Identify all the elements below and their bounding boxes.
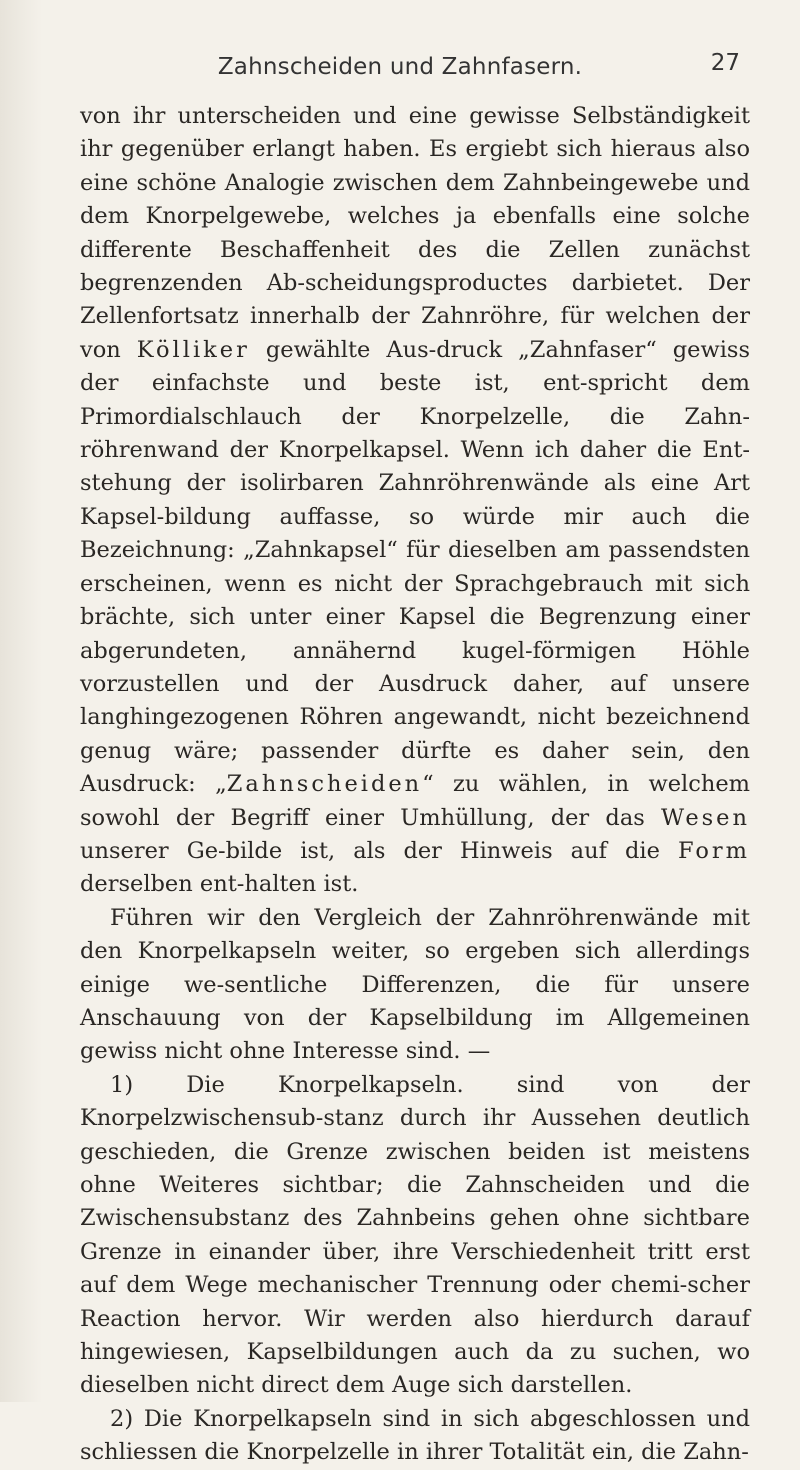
text-run: derselben ent-halten ist. xyxy=(80,871,359,898)
page-number: 27 xyxy=(710,50,740,76)
term-wesen: Wesen xyxy=(661,804,750,831)
page-header xyxy=(0,46,800,86)
text-run: von ihr unterscheiden und eine gewisse Selbständigkeit ihr gegenüber erlangt haben. Es ergiebt sich hieraus also eine schöne Analogie zwischen dem Zahnbeingewebe und dem Knorpelgewebe, welches ja ebenfalls eine solche differente Beschaffenheit des die Zellen zunächst begrenzenden Ab-scheidungsproductes darbietet. Der Zellenfortsatz innerhalb der Zahnröhre, für welchen der von xyxy=(80,103,750,363)
term-zahnscheiden: Zahnscheiden xyxy=(226,771,423,798)
text-run: 1) Die Knorpelkapseln. sind von der Knorpelzwischensub-stanz durch ihr Aussehen deutlich geschieden, die Grenze zwischen beiden ist meistens ohne Weiteres sichtbar; die Zahnscheiden und die Zwischensubstanz des Zahnbeins gehen ohne sichtbare Grenze in einander über, ihre Verschiedenheit tritt erst auf dem Wege mechanischer Trennung oder chemi-scher Reaction hervor. Wir werden also hierdurch darauf hingewiesen, Kapselbildungen auch da zu suchen, wo dieselben nicht direct dem Auge sich darstellen. xyxy=(80,1071,750,1399)
text-run: 2) Die Knorpelkapseln sind in sich abgeschlossen und schliessen die Knorpelzelle in ihrer Totalität ein, die Zahn- xyxy=(80,1405,750,1466)
body-text xyxy=(80,100,750,1470)
term-form: Form xyxy=(677,837,750,864)
paragraph-3 xyxy=(80,1069,750,1403)
text-run: Führen wir den Vergleich der Zahnröhrenwände mit den Knorpelkapseln weiter, so ergeben sich allerdings einige we-sentliche Differenzen, die für unsere Anschauung von der Kapselbildung im Allgemeinen gewiss nicht ohne Interesse sind. — xyxy=(80,904,750,1065)
running-title: Zahnscheiden und Zahnfasern. xyxy=(217,54,583,80)
text-run: gewählte Aus-druck „Zahnfaser“ gewiss der einfachste und beste ist, ent-spricht dem Primordialschlauch der Knorpelzelle, die Zahn-röhrenwand der Knorpelkapsel. Wenn ich daher die Ent-stehung der isolirbaren Zahnröhrenwände als eine Art Kapsel-bildung auffasse, so würde mir auch die Bezeichnung: „Zahnkapsel“ für dieselben am passendsten erscheinen, wenn es nicht der Sprachgebrauch mit sich brächte, sich unter einer Kapsel die Begrenzung einer abgerundeten, annähernd kugel-förmigen Höhle vorzustellen und der Ausdruck daher, auf unsere langhingezogenen Röhren angewandt, nicht bezeichnend genug wäre; passender dürfte es daher sein, den Ausdruck: „ xyxy=(80,336,751,798)
page-edge-shadow xyxy=(0,0,42,1402)
paragraph-4 xyxy=(80,1403,750,1470)
author-name-koelliker: Kölliker xyxy=(136,336,250,363)
paragraph-1 xyxy=(80,100,750,902)
paragraph-2 xyxy=(80,902,750,1069)
text-run: unserer Ge-bilde ist, als der Hinweis auf die xyxy=(80,837,678,864)
text-run: “ zu wählen, in welchem sowohl der Begriff einer Umhüllung, der das xyxy=(80,771,750,831)
